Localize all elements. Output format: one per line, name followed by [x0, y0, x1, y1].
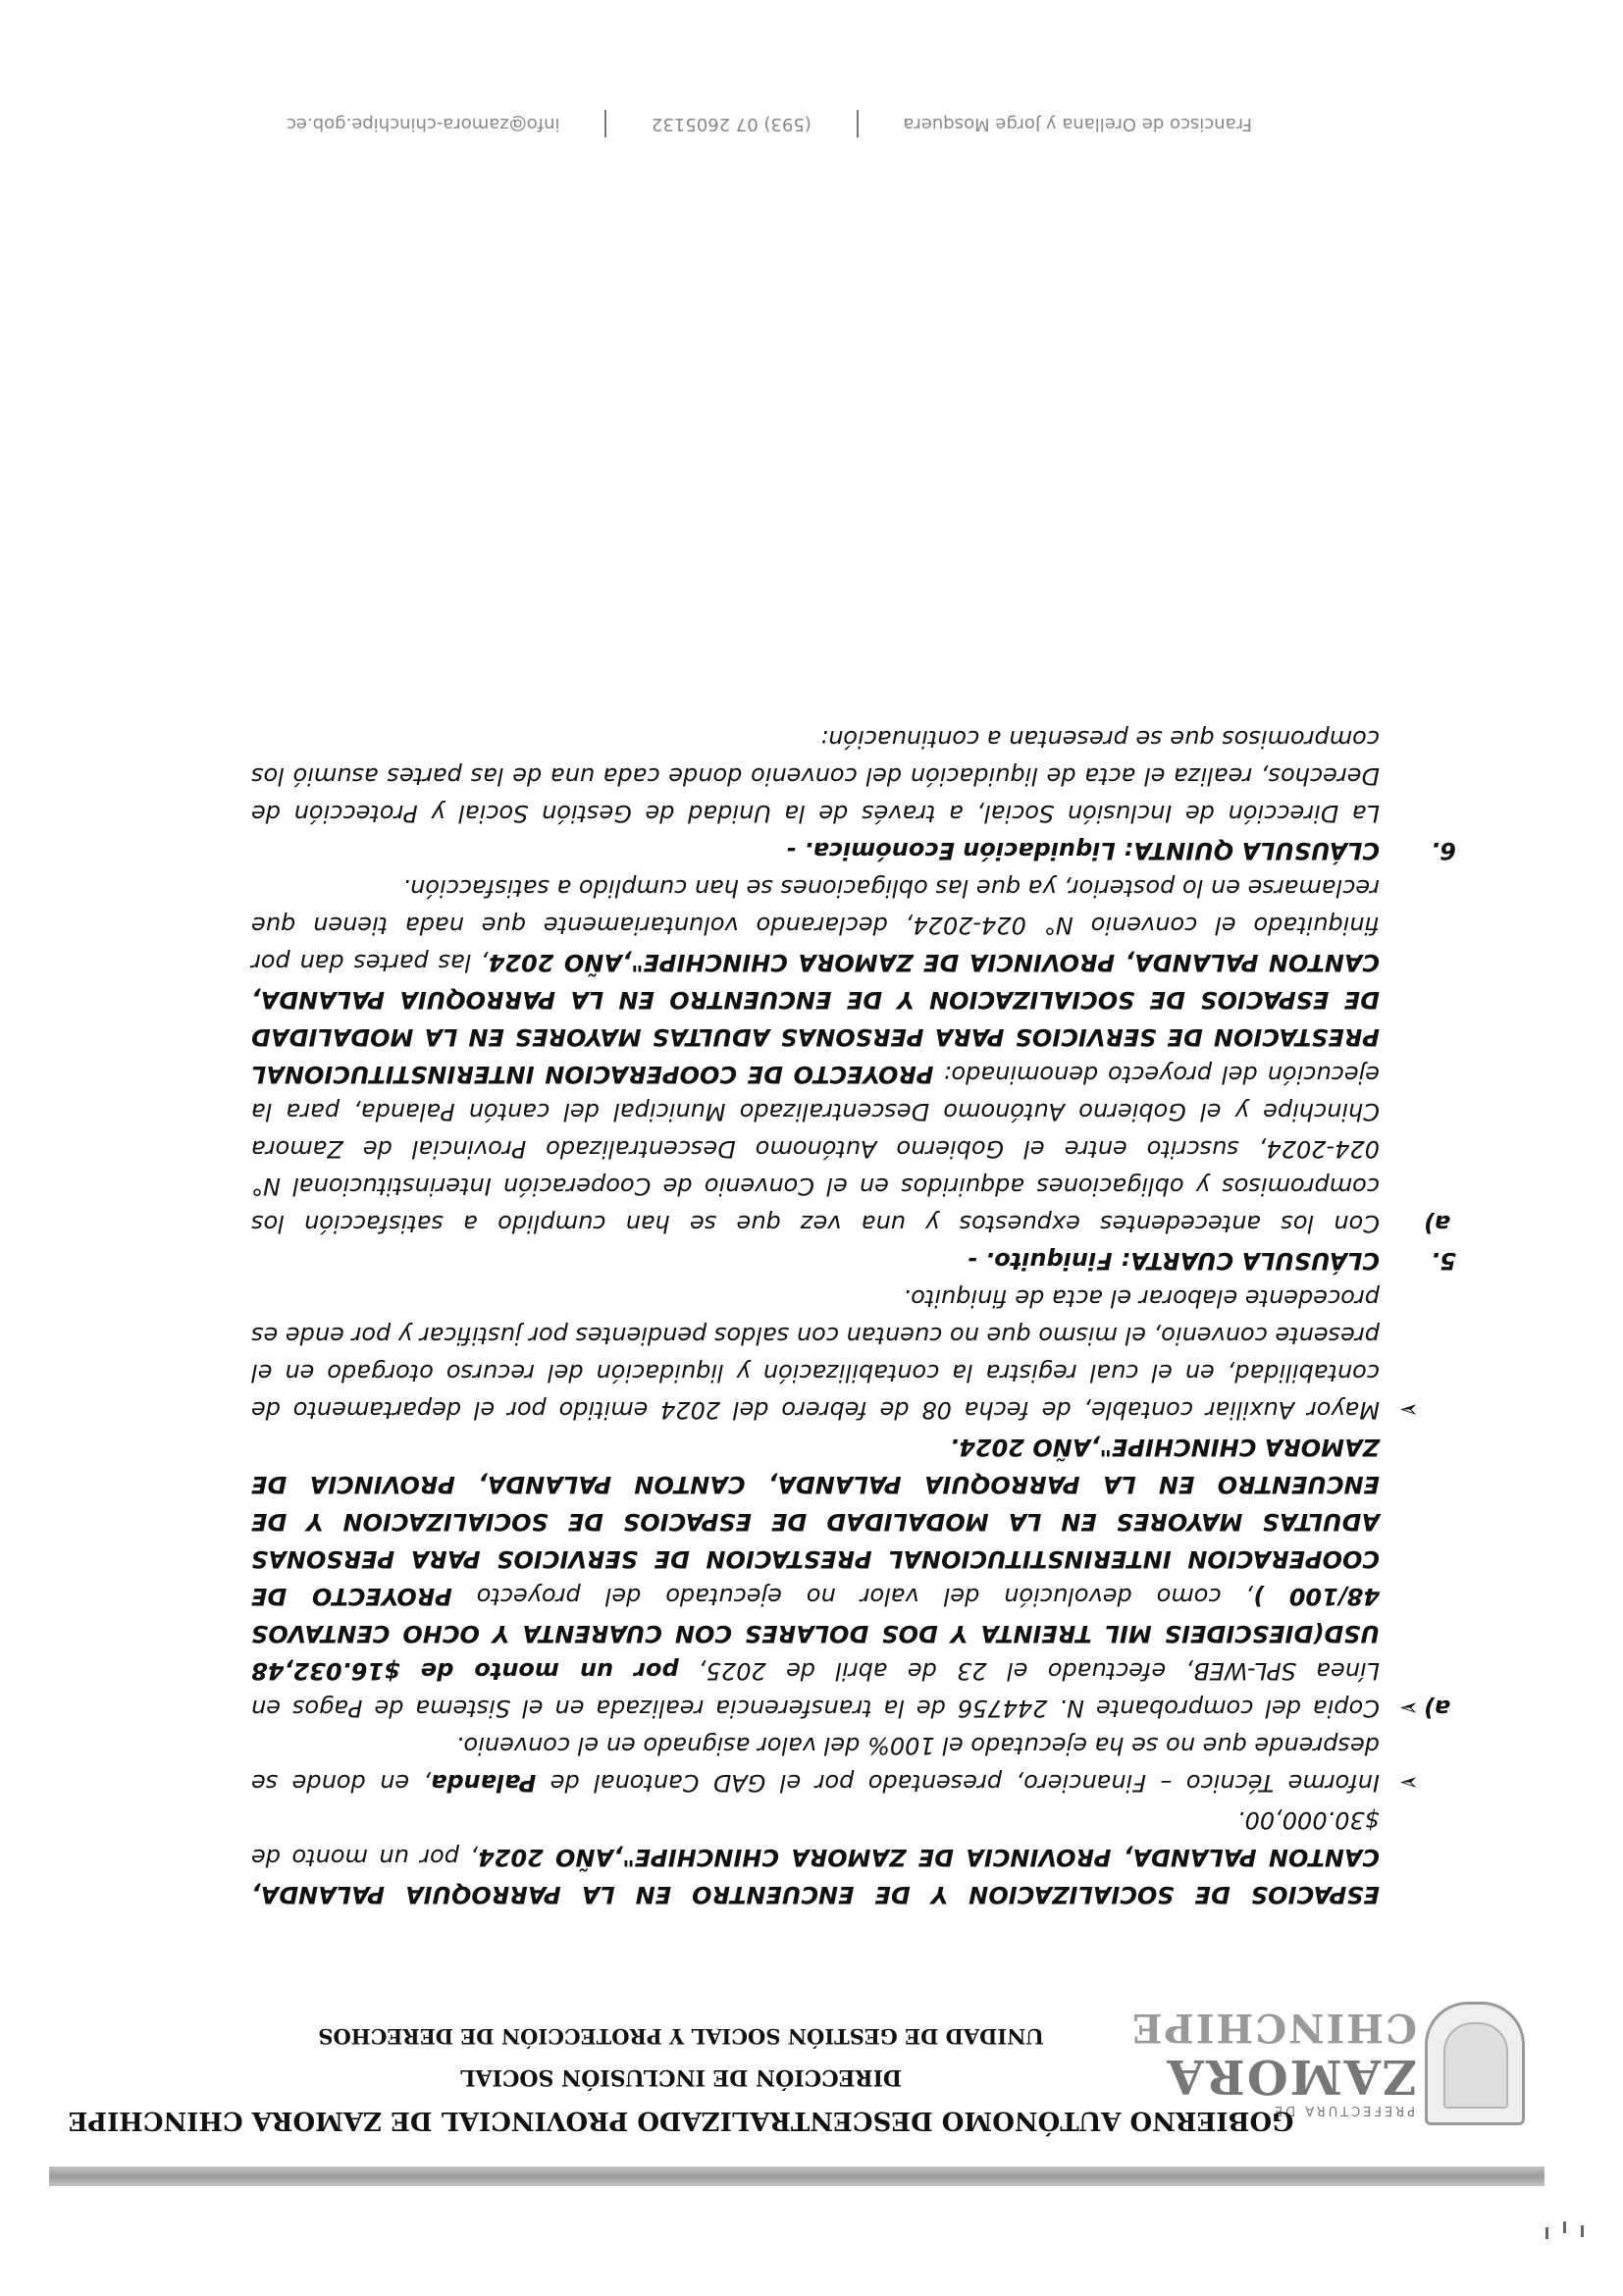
unit-name: UNIDAD DE GESTIÓN SOCIAL Y PROTECCIÓN DE DERECHOS: [318, 2024, 1044, 2049]
scan-speck: [1545, 2227, 1548, 2239]
item-a-project: PROYECTO DE COOPERACION INTERINSTITUCIONAL PRESTACION DE SERVICIOS PARA PERSONAS ADULTAS MAYORES EN LA MODALIDAD DE ESPACIOS DE SOCIALIZACION Y DE ENCUENTRO EN LA PARROQUIA PALANDA, CANTON PALANDA, PROVINCIA DE ZAMORA CHINCHIPE",AÑO 2024.: [250, 1434, 1380, 1610]
letterhead: [68, 1972, 1525, 2139]
footer-phone: (593) 07 2605132: [651, 114, 812, 134]
footer-email: info@zamora-chinchipe.gob.ec: [286, 114, 560, 134]
bullet-ledger: [251, 1279, 1419, 1429]
clause5-number: 5.: [1431, 1247, 1456, 1275]
clause6-number: 6.: [1431, 837, 1456, 864]
scan-header-band: [49, 2166, 1544, 2186]
arrow-bullet-icon: ➢: [1398, 1695, 1419, 1722]
logo-caption: PREFECTURA DE: [1271, 2103, 1415, 2117]
bullet-technical-report: [250, 1727, 1419, 1801]
footer-divider: [857, 110, 859, 137]
item-a-amount: por un monto de $16.032,48 USD(DIESCIDEIS MIL TREINTA Y DOS DOLARES CON CUARENTA Y OCHO CENTAVOS 48/100 ): [251, 1583, 1380, 1685]
clause5-a-label: a): [1423, 1210, 1450, 1237]
clause-fifth-heading: [251, 832, 1456, 869]
item-a-transfer: [250, 1429, 1450, 1727]
footer-address: Francisco de Orellana y Jorge Mosquera: [903, 114, 1253, 134]
clause-fifth-paragraph: La Dirección de Inclusión Social, a través de la Unidad de Gestión Social y Protección de Derechos, realiza el acta de liquidación del convenio donde cada una de las partes asumió los compromisos que se presentan a continuación:: [251, 725, 1380, 827]
clause-fourth-heading: [251, 1242, 1456, 1279]
intro-paragraph: [251, 1801, 1380, 1913]
clause6-title: CLÁUSULA QUINTA: Liquidación Económica. -: [786, 837, 1380, 864]
footer-divider: [604, 110, 606, 137]
clause5-title: CLÁUSULA CUARTA: Finiquito. -: [967, 1247, 1380, 1275]
item-a-label: a): [1423, 1695, 1450, 1722]
bullet2-text: Mayor Auxiliar contable, de fecha 08 de febrero del 2024 emitido por el departamento de contabilidad, en el cual registra la contabilización y liquidación del recurso otorgado en el presente convenio, el mismo que no cuentan con saldos pendientes por justificar y por ende es procedente elaborar el acta de finiquito.: [251, 1284, 1380, 1424]
coat-of-arms-inner: [1443, 2022, 1508, 2109]
document-body: [250, 720, 1456, 1913]
direction-name: DIRECCIÓN DE INCLUSIÓN SOCIAL: [459, 2064, 903, 2090]
logo-chinchipe: CHINCHIPE: [1130, 2005, 1417, 2051]
intro-amount: $30.000,00.: [1236, 1806, 1380, 1834]
project-name-continuation: ESPACIOS DE SOCIALIZACION Y DE ENCUENTRO EN LA PARROQUIA PALANDA, CANTON PALANDA, PROVINCIA DE ZAMORA CHINCHIPE",AÑO 2024: [251, 1844, 1380, 1908]
scan-speck: [1563, 2221, 1566, 2233]
coat-of-arms-icon: [1425, 2002, 1525, 2125]
scan-speck: [1581, 2225, 1584, 2237]
institution-name: GOBIERNO AUTÓNOMO DESCENTRALIZADO PROVINCIAL DE ZAMORA CHINCHIPE: [68, 2106, 1294, 2135]
clause5-a-text-2: , las partes dan por finiquitado el convenio N° 024-2024, declarando voluntariamente que nada tienen que reclamarse en lo posterior, ya que las obligaciones se han cumplido a satisfacción.: [251, 874, 1380, 976]
logo-zamora: ZAMORA: [1165, 2049, 1417, 2104]
arrow-bullet-icon: ➢: [1398, 1769, 1419, 1797]
arrow-bullet-icon: ➢: [1398, 1396, 1419, 1424]
page-footer: [230, 110, 1309, 137]
item-a-text-1: Copia del comprobante N. 244756 de la transferencia realizada en el Sistema de Pagos en Línea SPL-WEB, efectuado el 23 de abril de 2025,: [251, 1657, 1380, 1722]
bullet1-text: Informe Técnico – Financiero, presentado por el GAD Cantonal de: [536, 1769, 1380, 1797]
bullet1-bold: Palanda: [431, 1769, 537, 1797]
intro-text: , por un monto de: [251, 1844, 479, 1871]
item-a-text-2: , como devolución del valor no ejecutado del proyecto: [451, 1583, 1254, 1610]
clause5-a-text-1: Con los antecedentes expuestos y una vez que se han cumplido a satisfacción los compromisos y obligaciones adquiridos en el Convenio de Cooperación Interinstitucional N° 024-2024, suscrito entre el Gobierno Autónomo Descentralizado Provincial de Zamora Chinchipe y el Gobierno Autónomo Descentralizado Municipal del cantón Palanda, para la ejecución del proyecto denominado:: [251, 1061, 1380, 1237]
institution-heading: [53, 2024, 1309, 2139]
clause5-a-project: PROYECTO DE COOPERACION INTERINSTITUCIONAL PRESTACION DE SERVICIOS PARA PERSONAS ADULTAS MAYORES EN LA MODALIDAD DE ESPACIOS DE SOCIALIZACION Y DE ENCUENTRO EN LA PARROQUIA PALANDA, CANTON PALANDA, PROVINCIA DE ZAMORA CHINCHIPE",AÑO 2024: [250, 949, 1380, 1088]
bullet1-rest: , en donde se desprende que no se ha ejecutado el 100% del valor asignado en el convenio.: [250, 1732, 1380, 1797]
clause-fourth-paragraph: [250, 869, 1450, 1242]
